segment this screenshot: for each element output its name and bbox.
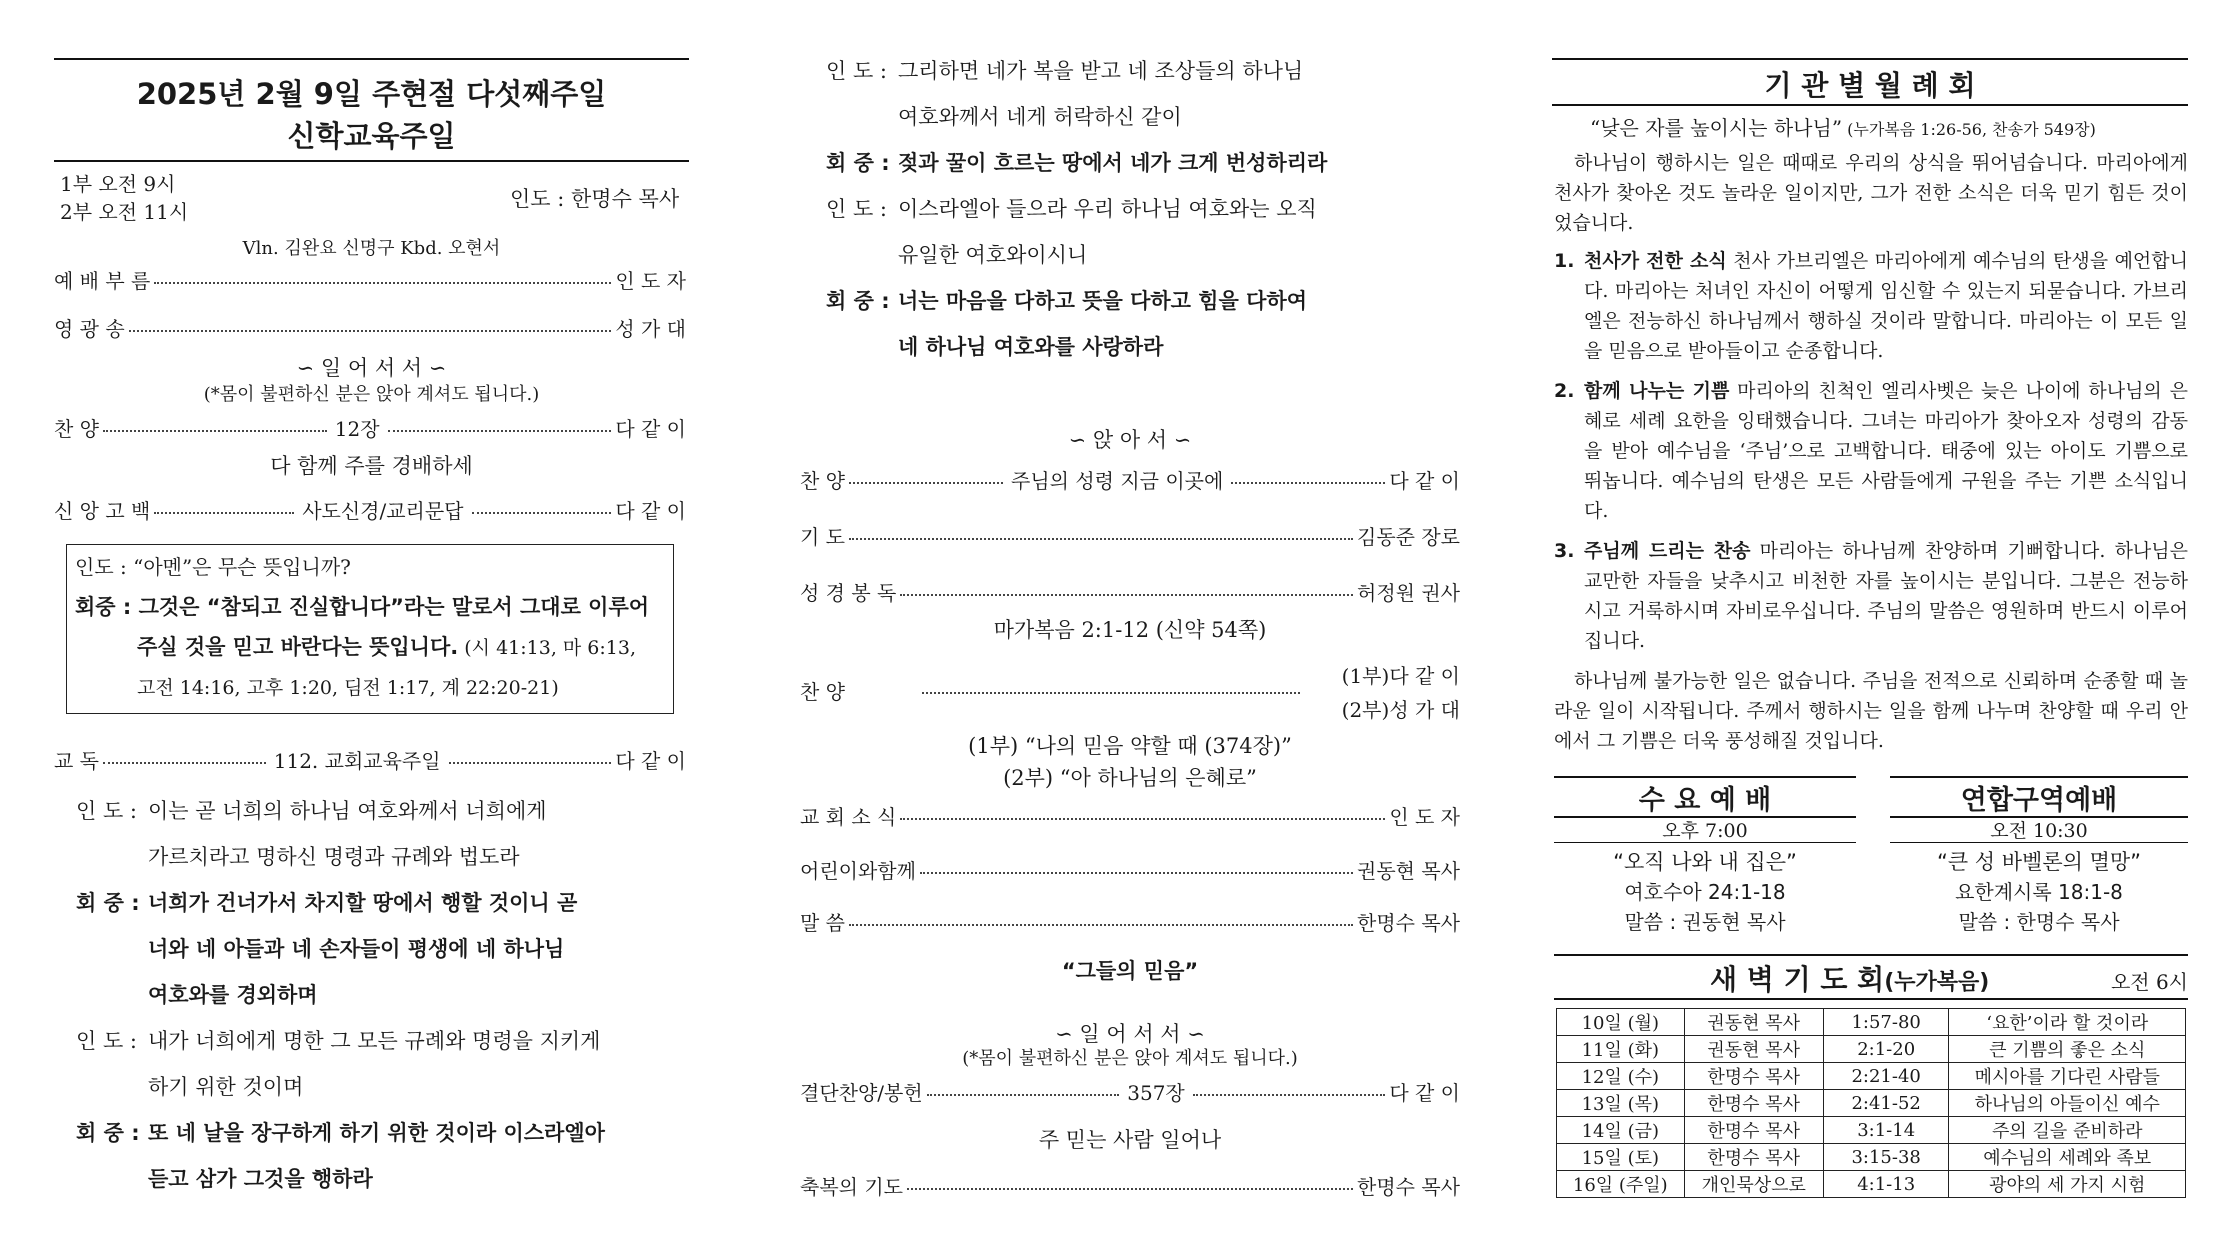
header-rule-top: [1552, 58, 2188, 60]
speaker-label: 회 중 :: [76, 891, 147, 915]
reading-line: 가르치라고 명하신 명령과 규례와 법도라: [148, 845, 520, 869]
reading-line: 내가 너희에게 명한 그 모든 규례와 명령을 지키게: [148, 1029, 601, 1053]
dawn-date: 15일 (토): [1557, 1144, 1685, 1171]
wednesday-service: [1554, 776, 1856, 942]
wednesday-sermon: “오직 나와 내 집은”: [1613, 850, 1797, 874]
outro-paragraph: 하나님께 불가능한 일은 없습니다. 주님을 전적으로 신뢰하며 순종할 때 놀라운 일이 시작됩니다. 주께서 행하시는 일을 함께 나누며 찬양할 때 우리 안에서 그 기쁨은 더욱 풍성해질 것입니다.: [1554, 670, 2188, 752]
order-right: 인 도 자: [1389, 804, 1460, 829]
point-number: 1.: [1554, 250, 1575, 272]
leader-dots: [849, 538, 1353, 540]
leader-dots: [849, 924, 1353, 926]
reading-line: 그리하면 네가 복을 받고 네 조상들의 하나님: [898, 59, 1304, 83]
reading-line: 하기 위한 것이며: [148, 1075, 304, 1099]
speaker-label: 회 중 :: [826, 289, 897, 313]
leader-dots: [449, 762, 612, 764]
service-time-1: 1부 오전 9시: [60, 172, 176, 196]
congregation-lines: [76, 880, 696, 926]
wednesday-title: 수 요 예 배: [1638, 785, 1772, 816]
answer-line-3: 고전 14:16, 고후 1:20, 딤전 1:17, 계 22:20-21): [137, 677, 559, 699]
column-1: [0, 0, 720, 1234]
leader-dots: [154, 512, 294, 514]
point-text: 마리아는 하나님께 찬양하며 기뻐합니다. 하나님은 교만한 자들을 낮추시고 비천한 자를 높이시는 분입니다. 그분은 전능하시고 거룩하시며 자비로우십니다. 주님의 말씀은 영원하며 반드시 이루어집니다.: [1584, 540, 2188, 652]
intro-paragraph: 하나님이 행하시는 일은 때때로 우리의 상식을 뛰어넘습니다. 마리아에게 천사가 찾아온 것도 놀라운 일이지만, 그가 전한 소식은 더욱 믿기 힘든 것이었습니다.: [1554, 152, 2188, 234]
dawn-topic: 메시아를 기다린 사람들: [1949, 1063, 2186, 1090]
point-text: 마리아의 친척인 엘리사벳은 늦은 나이에 하나님의 은혜로 세례 요한을 잉태했습니다. 그녀는 마리아가 찾아오자 성령의 감동을 받아 예수님을 ‘주님’으로 고백합니다. 태중에 있는 아이도 기쁨으로 뛰놉니다. 예수님의 탄생은 모든 사람들에게 구원을 주는 기쁜 소식입니다.: [1584, 380, 2188, 522]
order-right: 다 같 이: [1389, 664, 1460, 688]
dawn-rule-top: [1554, 954, 2188, 956]
order-right: 인 도 자: [615, 268, 686, 293]
leader-dots: [900, 594, 1353, 596]
dawn-topic: 하나님의 아들이신 예수: [1949, 1090, 2186, 1117]
responsive-reading-part-2: [826, 48, 1466, 370]
point-heading: 천사가 전한 소식: [1584, 250, 1727, 272]
dawn-leader: 한명수 목사: [1684, 1117, 1823, 1144]
order-right: 성 가 대: [615, 316, 686, 341]
order-label: 어린이와함께: [800, 858, 916, 883]
part-label: (1부): [1341, 664, 1390, 688]
order-label: 예 배 부 름: [54, 268, 151, 293]
leader-dots: [849, 482, 1003, 484]
scripture-reference: 마가복음 2:1-12 (신약 54쪽): [993, 618, 1267, 642]
dawn-book: (누가복음): [1884, 970, 1990, 995]
reading-line: 젖과 꿀이 흐르는 땅에서 네가 크게 번성하리라: [898, 151, 1328, 175]
dawn-topic: 주의 길을 준비하라: [1949, 1117, 2186, 1144]
stand-marker: ∽ 일 어 서 서 ∽: [296, 356, 447, 380]
choir-part-2: [1342, 694, 1460, 723]
order-right: 김동준 장로: [1357, 524, 1460, 549]
catechism-question: [75, 551, 351, 580]
dawn-date: 12일 (수): [1557, 1063, 1685, 1090]
dawn-topic: 예수님의 세례와 족보: [1949, 1144, 2186, 1171]
hymn-title: 주님의 성령 지금 이곳에: [1011, 468, 1224, 493]
leader-lines: [826, 48, 1466, 94]
dawn-passage: 2:1-20: [1823, 1036, 1949, 1063]
speaker-label: 인 도 :: [76, 1029, 144, 1053]
point-heading: 함께 나누는 기쁨: [1584, 380, 1730, 402]
reading-line: 너희가 건너가서 차지할 땅에서 행할 것이니 곧: [148, 891, 578, 915]
order-item-reading: [800, 576, 1460, 606]
column-3: [1540, 0, 2200, 1234]
reading-line: 여호와께서 네게 허락하신 같이: [898, 105, 1182, 129]
order-item-choir: [800, 656, 1460, 726]
point-3: [1554, 536, 2188, 656]
order-label: 신 앙 고 백: [54, 498, 151, 523]
responsive-reading-title: 112. 교회교육주일: [273, 748, 441, 773]
page-title: 2025년 2월 9일 주현절 다섯째주일: [136, 77, 607, 111]
point-number: 3.: [1554, 540, 1575, 562]
dawn-passage: 1:57-80: [1823, 1009, 1949, 1036]
dawn-date: 16일 (주일): [1557, 1171, 1685, 1198]
speaker-label: 인 도 :: [826, 59, 894, 83]
theme-title: “낮은 자를 높이시는 하나님”: [1590, 116, 1843, 140]
order-item-children: [800, 854, 1460, 884]
leader-lines: [76, 788, 696, 834]
header-rule-bottom: [1552, 104, 2188, 106]
dawn-date: 10일 (월): [1557, 1009, 1685, 1036]
sermon-title: “그들의 믿음”: [1061, 959, 1199, 983]
order-label: 찬 양: [54, 416, 99, 441]
leader-lines: [826, 186, 1466, 232]
order-item-responsive: [54, 744, 686, 774]
title-rule: [54, 160, 689, 162]
question-speaker: 인도 :: [75, 555, 134, 579]
speaker-label: 회 중 :: [826, 151, 897, 175]
order-right: 다 같 이: [615, 416, 686, 441]
leader-dots: [472, 512, 612, 514]
page-subtitle: 신학교육주일: [287, 119, 456, 153]
order-item-creed: [54, 494, 686, 524]
order-label: 기 도: [800, 524, 845, 549]
union-scripture: 요한계시록 18:1-8: [1955, 880, 2123, 904]
union-time: 오전 10:30: [1990, 820, 2088, 842]
rule: [1890, 842, 2188, 843]
reading-line: 이는 곧 너희의 하나님 여호와께서 너희에게: [148, 799, 547, 823]
leader-dots: [103, 762, 266, 764]
leader-dots: [920, 872, 1353, 874]
order-right: 권동현 목사: [1357, 858, 1460, 883]
order-item-news: [800, 800, 1460, 830]
reading-line: 여호와를 경외하며: [148, 983, 318, 1007]
dawn-date: 14일 (금): [1557, 1117, 1685, 1144]
column-2: [770, 0, 1470, 1234]
congregation-lines: [76, 1110, 696, 1156]
dawn-leader: 권동현 목사: [1684, 1036, 1823, 1063]
leader-name: 인도 : 한명수 목사: [510, 187, 680, 211]
stand-note: (*몸이 불편하신 분은 앉아 계셔도 됩니다.): [203, 384, 540, 405]
point-1: [1554, 246, 2188, 366]
order-right: 다 같 이: [615, 498, 687, 523]
answer-line-1: 그것은 “참되고 진실합니다”라는 말로서 그대로 이루어: [138, 595, 650, 619]
wednesday-preacher: 말씀 : 권동현 목사: [1624, 910, 1786, 934]
hymn-title: 다 함께 주를 경배하세: [270, 454, 473, 478]
musicians: Vln. 김완요 신명구 Kbd. 오현서: [242, 238, 501, 259]
dawn-leader: 한명수 목사: [1684, 1063, 1823, 1090]
order-item-hymn-2: [800, 464, 1460, 494]
order-label: 찬 양: [800, 680, 845, 704]
reading-line: 듣고 삼가 그것을 행하라: [148, 1167, 373, 1191]
wednesday-time: 오후 7:00: [1662, 820, 1748, 842]
catechism-answer: [75, 587, 665, 708]
dawn-passage: 2:41-52: [1823, 1090, 1949, 1117]
union-cell-service: [1890, 776, 2188, 942]
choir-part-1: [1342, 660, 1460, 689]
answer-speaker: 회중 :: [75, 595, 139, 619]
speaker-label: 회 중 :: [76, 1121, 147, 1145]
point-number: 2.: [1554, 380, 1575, 402]
union-preacher: 말씀 : 한명수 목사: [1958, 910, 2120, 934]
reading-line: 네 하나님 여호와를 사랑하라: [898, 335, 1164, 359]
offering-hymn-title: 주 믿는 사람 일어나: [1038, 1128, 1222, 1152]
leader-dots: [922, 692, 1300, 694]
order-label: 교 회 소 식: [800, 804, 897, 829]
congregation-lines: [826, 278, 1466, 324]
reading-line: 너와 네 아들과 네 손자들이 평생에 네 하나님: [148, 937, 565, 961]
table-row: [1557, 1090, 2186, 1117]
answer-reference: (시 41:13, 마 6:13,: [458, 637, 637, 659]
dawn-leader: 개인묵상으로: [1684, 1171, 1823, 1198]
stand-marker: ∽ 일 어 서 서 ∽: [1055, 1022, 1205, 1046]
order-item-sermon: [800, 906, 1460, 936]
point-text: 천사 가브리엘은 마리아에게 예수님의 탄생을 예언합니다. 마리아는 처녀인 자신이 어떻게 임신할 수 있는지 되묻습니다. 가브리엘은 전능하신 하나님께서 행하실 것이라 말합니다. 마리아는 이 모든 일을 믿음으로 받아들이고 순종합니다.: [1584, 250, 2188, 362]
dawn-topic: 큰 기쁨의 좋은 소식: [1949, 1036, 2186, 1063]
choir-song-2: (2부) “아 하나님의 은혜로”: [1003, 766, 1257, 790]
order-right: 다 같 이: [1389, 468, 1460, 493]
responsive-reading-part-1: [76, 788, 696, 1202]
table-row: [1557, 1063, 2186, 1090]
leader-dots: [927, 1094, 1120, 1096]
leader-dots: [388, 430, 612, 432]
dawn-title: 새 벽 기 도 회: [1710, 963, 1885, 996]
order-right: 한명수 목사: [1357, 910, 1460, 935]
dawn-date: 13일 (목): [1557, 1090, 1685, 1117]
dawn-topic: 광야의 세 가지 시험: [1949, 1171, 2186, 1198]
reading-line: 유일한 여호와이시니: [898, 243, 1088, 267]
table-row: [1557, 1036, 2186, 1063]
leader-dots: [129, 330, 612, 332]
dawn-date: 11일 (화): [1557, 1036, 1685, 1063]
dawn-passage: 2:21-40: [1823, 1063, 1949, 1090]
point-heading: 주님께 드리는 찬송: [1584, 540, 1751, 562]
creed-name: 사도신경/교리문답: [302, 498, 464, 523]
rule: [1554, 842, 1856, 843]
order-right: 다 같 이: [1389, 1080, 1461, 1105]
wednesday-scripture: 여호수아 24:1-18: [1624, 880, 1786, 904]
reading-line: 또 네 날을 장구하게 하기 위한 것이라 이스라엘아: [148, 1121, 605, 1145]
dawn-passage: 3:15-38: [1823, 1144, 1949, 1171]
order-label: 성 경 봉 독: [800, 580, 897, 605]
theme-line: [1590, 112, 2096, 141]
union-sermon: “큰 성 바벨론의 멸망”: [1936, 850, 2142, 874]
leader-dots: [907, 1188, 1353, 1190]
theme-reference: (누가복음 1:26-56, 찬송가 549장): [1842, 120, 2096, 139]
dawn-time: 오전 6시: [2110, 970, 2188, 994]
dawn-leader: 한명수 목사: [1684, 1144, 1823, 1171]
order-item-prayer: [800, 520, 1460, 550]
order-right: 성 가 대: [1389, 698, 1460, 722]
congregation-lines: [826, 140, 1466, 186]
table-row: [1557, 1171, 2186, 1198]
dawn-leader: 한명수 목사: [1684, 1090, 1823, 1117]
top-rule: [54, 58, 689, 60]
question-text: “아멘”은 무슨 뜻입니까?: [133, 555, 351, 579]
dawn-schedule-table: [1556, 1008, 2186, 1198]
order-label: 말 씀: [800, 910, 845, 935]
order-label: 영 광 송: [54, 316, 125, 341]
order-item-call: [54, 264, 686, 294]
speaker-label: 인 도 :: [76, 799, 144, 823]
leader-lines: [76, 1018, 696, 1064]
hymn-number: 12장: [334, 416, 380, 441]
leader-dots: [1193, 1094, 1386, 1096]
reading-line: 이스라엘아 들으라 우리 하나님 여호와는 오직: [898, 197, 1317, 221]
order-right: 허정원 권사: [1357, 580, 1460, 605]
section-header: 기 관 별 월 례 회: [1764, 69, 1976, 102]
catechism-box: [66, 544, 674, 714]
part-label: (2부): [1341, 698, 1390, 722]
leader-dots: [103, 430, 327, 432]
dawn-passage: 4:1-13: [1823, 1171, 1949, 1198]
order-label: 결단찬양/봉헌: [800, 1080, 923, 1105]
dawn-leader: 권동현 목사: [1684, 1009, 1823, 1036]
order-item-hymn: [54, 412, 686, 442]
service-time-2: 2부 오전 11시: [60, 200, 189, 224]
table-row: [1557, 1144, 2186, 1171]
leader-dots: [154, 282, 611, 284]
order-label: 찬 양: [800, 468, 845, 493]
stand-note: (*몸이 불편하신 분은 앉아 계셔도 됩니다.): [962, 1048, 1298, 1069]
union-title: 연합구역예배: [1960, 785, 2118, 816]
order-label: 교 독: [54, 748, 99, 773]
order-right: 한명수 목사: [1357, 1174, 1460, 1199]
dawn-passage: 3:1-14: [1823, 1117, 1949, 1144]
offering-hymn: 357장: [1127, 1080, 1185, 1105]
answer-line-2: 주실 것을 믿고 바란다는 뜻입니다.: [137, 635, 459, 659]
dawn-header: [1710, 958, 1989, 998]
table-row: [1557, 1117, 2186, 1144]
speaker-label: 인 도 :: [826, 197, 894, 221]
order-item-benediction: [800, 1170, 1460, 1200]
order-item-doxology: [54, 312, 686, 342]
leader-dots: [900, 818, 1385, 820]
reading-line: 너는 마음을 다하고 뜻을 다하고 힘을 다하여: [898, 289, 1308, 313]
dawn-topic: ‘요한’이라 할 것이라: [1949, 1009, 2186, 1036]
order-label: 축복의 기도: [800, 1174, 903, 1199]
dawn-rule-bottom: [1554, 998, 2188, 1000]
leader-dots: [1231, 482, 1385, 484]
order-item-offering: [800, 1076, 1460, 1106]
order-right: 다 같 이: [615, 748, 686, 773]
choir-song-1: (1부) “나의 믿음 약할 때 (374장)”: [968, 734, 1292, 758]
table-row: [1557, 1009, 2186, 1036]
sit-marker: ∽ 앉 아 서 ∽: [1068, 428, 1192, 452]
point-2: [1554, 376, 2188, 526]
